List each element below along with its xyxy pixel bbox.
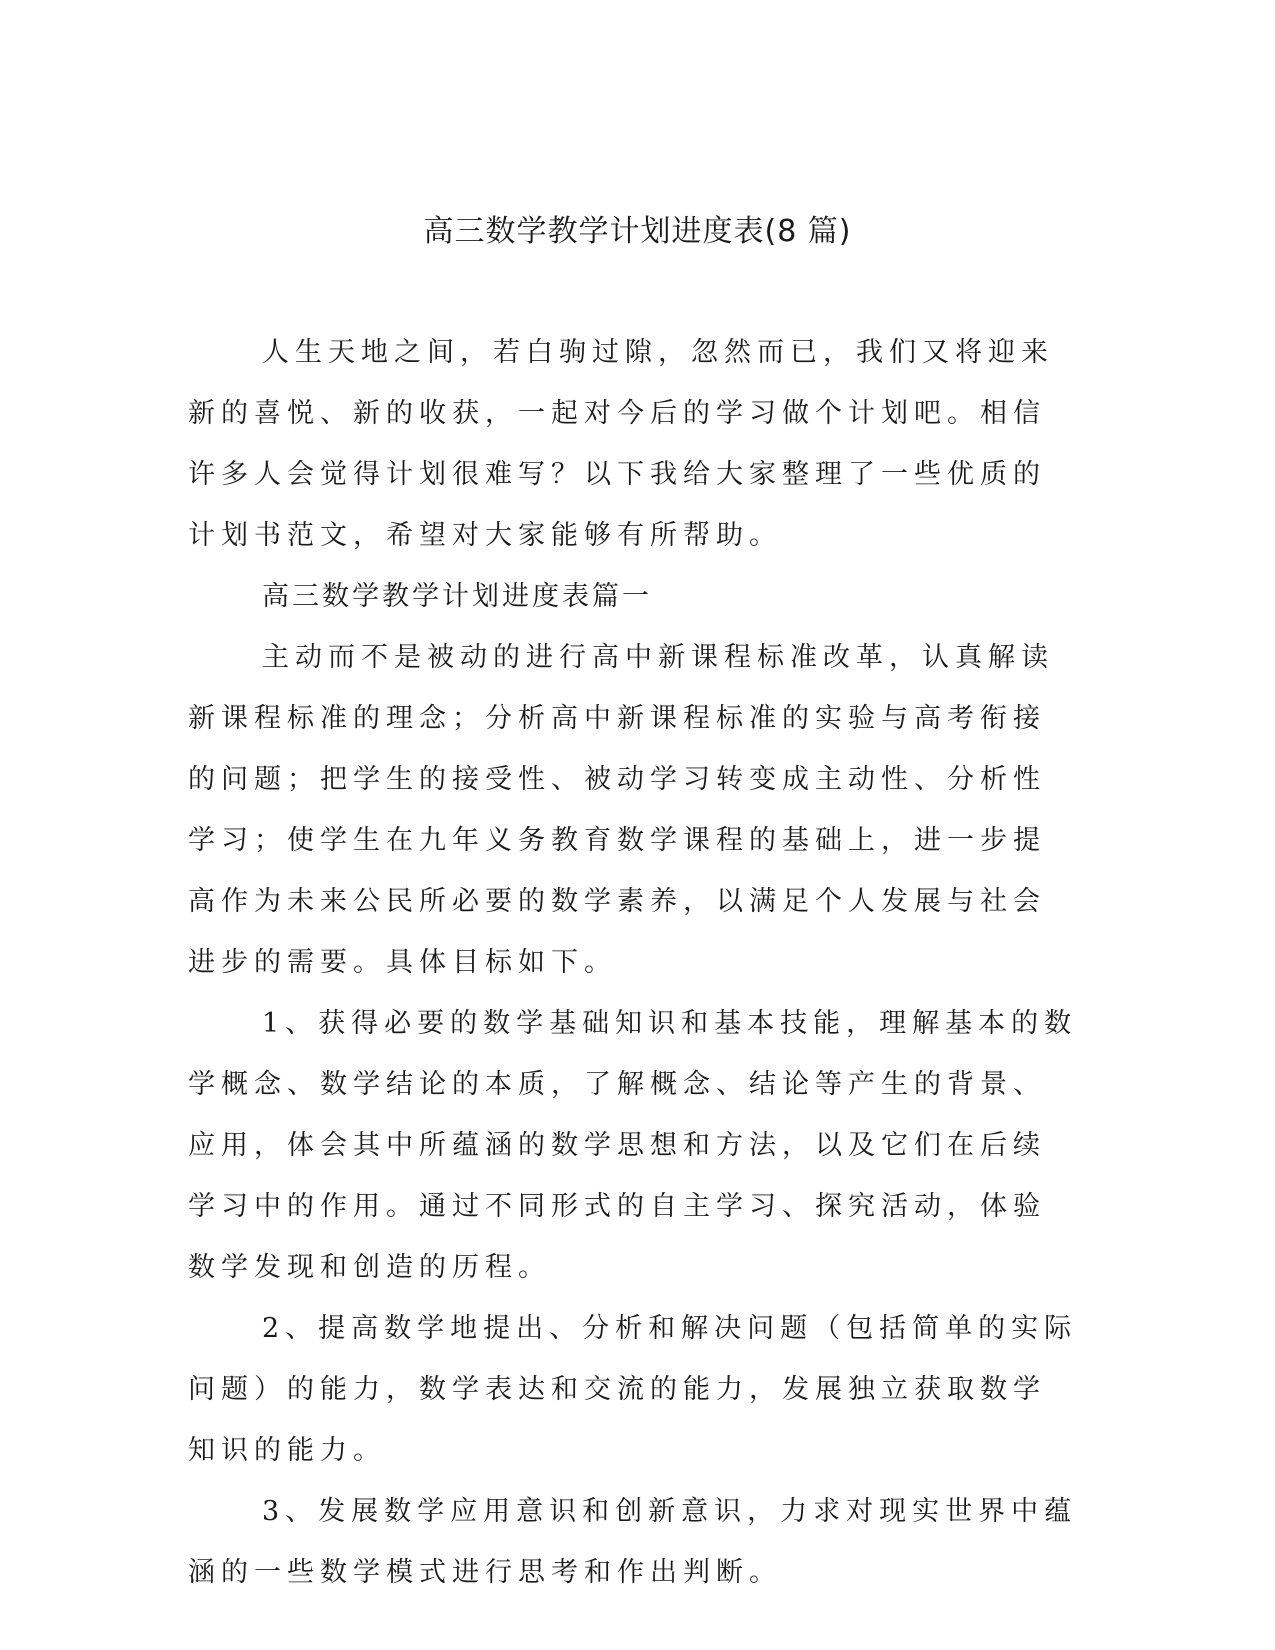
goal-paragraph: 主动而不是被动的进行高中新课程标准改革，认真解读新课程标准的理念；分析高中新课程标准的实验与高考衔接的问题；把学生的接受性、被动学习转变成主动性、分析性学习；使学生在九年义务教育数学课程的基础上，进一步提高作为未来公民所必要的数学素养，以满足个人发展与社会进步的需要。具体目标如下。 — [188, 642, 1054, 978]
goal-item-2: 2、提高数学地提出、分析和解决问题（包括简单的实际问题）的能力，数学表达和交流的能力，发展独立获取数学知识的能力。 — [188, 1313, 1078, 1466]
document-body — [188, 322, 1078, 1603]
goal-item-3: 3、发展数学应用意识和创新意识，力求对现实世界中蕴涵的一些数学模式进行思考和作出判断。 — [188, 1496, 1078, 1588]
section-heading: 高三数学教学计划进度表篇一 — [262, 581, 652, 612]
document-title: 高三数学教学计划进度表(8 篇) — [423, 214, 852, 249]
goal-item-1: 1、获得必要的数学基础知识和基本技能，理解基本的数学概念、数学结论的本质，了解概念、结论等产生的背景、应用，体会其中所蕴涵的数学思想和方法，以及它们在后续学习中的作用。通过不同形式的自主学习、探究活动，体验数学发现和创造的历程。 — [188, 1008, 1078, 1283]
intro-paragraph: 人生天地之间，若白驹过隙，忽然而已，我们又将迎来新的喜悦、新的收获，一起对今后的学习做个计划吧。相信许多人会觉得计划很难写？以下我给大家整理了一些优质的计划书范文，希望对大家能够有所帮助。 — [188, 337, 1054, 551]
